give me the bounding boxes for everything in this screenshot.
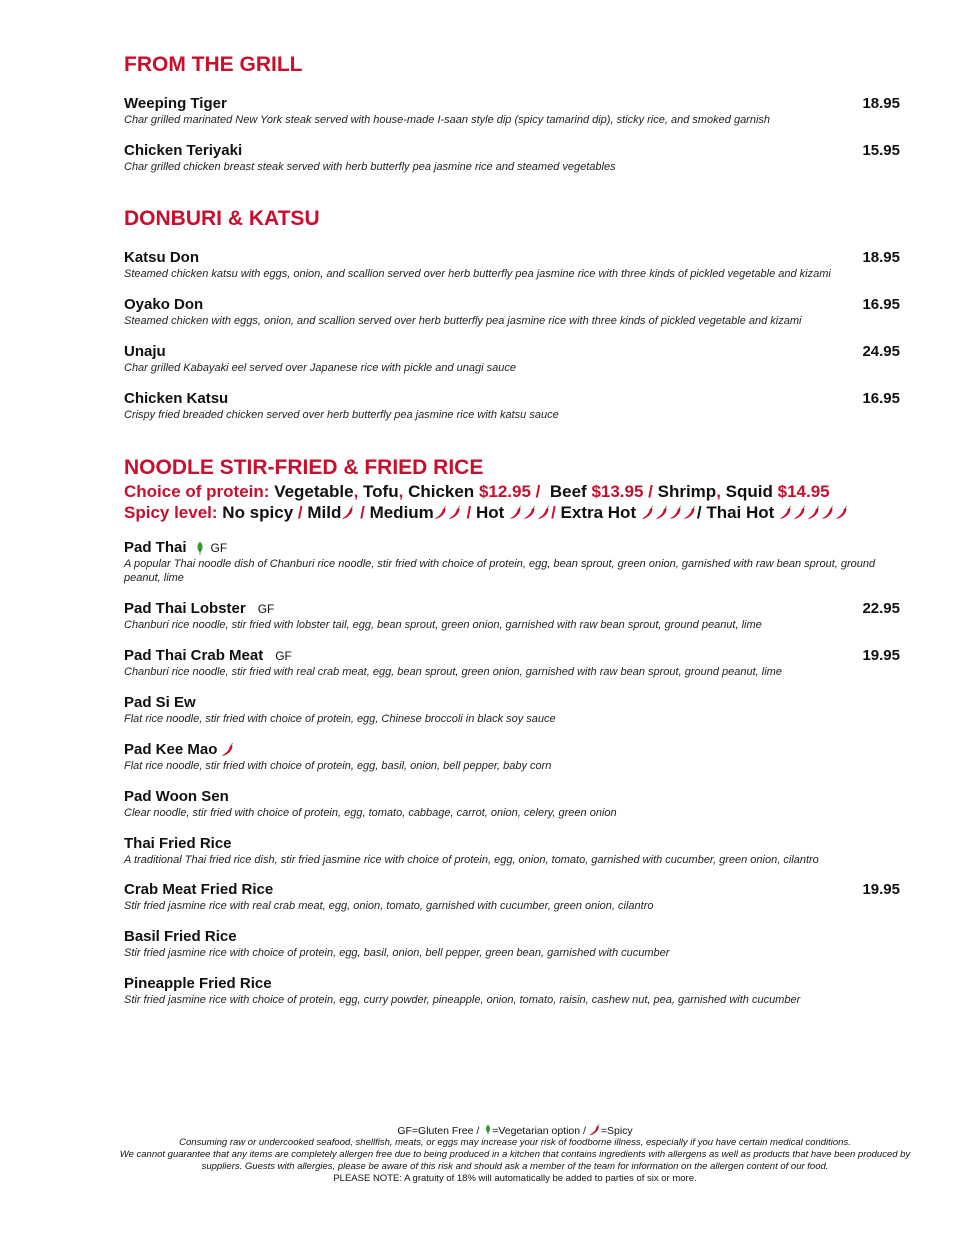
protein-seafood-price: $14.95 [777, 482, 830, 501]
item-name: Thai Fried Rice [124, 835, 232, 852]
menu-item [124, 928, 900, 960]
menu-item [124, 142, 900, 174]
protein-beef-price: $13.95 / [591, 482, 653, 501]
menu-item [124, 835, 900, 867]
menu-item [124, 296, 900, 328]
protein-chicken-price: $12.95 / [478, 482, 541, 501]
spicy-level-line: Spicy level: No spicy / Mild / Medium / Hot / Extra Hot / Thai Hot [124, 502, 900, 523]
section-noodle [124, 456, 900, 523]
menu-item [124, 95, 900, 127]
chili-pepper-icon [523, 506, 537, 520]
item-description: A popular Thai noodle dish of Chanburi rice noodle, stir fried with choice of protein, egg, bean sprout, green onion, garnished with raw bean sprout, ground peanut, lime [124, 558, 876, 584]
chili-pepper-icon [779, 506, 793, 520]
item-description: A traditional Thai fried rice dish, stir fried jasmine rice with choice of protein, egg, onion, tomato, garnished with cucumber, green onion, cilantro [124, 854, 819, 866]
gluten-free-badge: GF [257, 602, 275, 616]
protein-squid: Squid [725, 482, 773, 501]
item-name: Crab Meat Fried Rice [124, 881, 274, 898]
item-description: Steamed chicken with eggs, onion, and scallion served over herb butterfly pea jasmine rice with three kinds of pickled vegetable and kizami [124, 315, 802, 327]
chili-pepper-icon [793, 506, 807, 520]
spicy-label: Spicy level: [124, 503, 218, 522]
item-description: Flat rice noodle, stir fried with choice of protein, egg, Chinese broccoli in black soy sauce [124, 713, 556, 725]
chili-pepper-icon [807, 506, 821, 520]
foodborne-warning: Consuming raw or undercooked seafood, shellfish, meats, or eggs may increase your risk of foodborne illness, especially if you have certain medical conditions. [179, 1137, 851, 1148]
item-price: 19.95 [862, 647, 900, 664]
protein-shrimp: Shrimp [657, 482, 717, 501]
spicy-medium: Medium [369, 503, 434, 522]
item-name: Basil Fried Rice [124, 928, 237, 945]
item-price: 18.95 [862, 95, 900, 112]
spicy-extra-hot: Extra Hot [560, 503, 637, 522]
item-description: Stir fried jasmine rice with real crab meat, egg, onion, tomato, garnished with cucumber, green onion, cilantro [124, 900, 654, 912]
protein-beef: Beef [549, 482, 587, 501]
item-description: Flat rice noodle, stir fried with choice of protein, egg, basil, onion, bell pepper, baby corn [124, 760, 552, 772]
legend-spicy: =Spicy [600, 1125, 633, 1137]
item-price: 19.95 [862, 881, 900, 898]
legend-vegetarian: =Vegetarian option / [492, 1125, 586, 1137]
item-name: Pad Thai [124, 539, 187, 556]
menu-item [124, 881, 900, 913]
item-name: Unaju [124, 343, 166, 360]
menu-item [124, 539, 900, 585]
item-name: Pad Thai Lobster [124, 600, 246, 617]
chili-pepper-icon [537, 506, 551, 520]
item-description: Stir fried jasmine rice with choice of protein, egg, curry powder, pineapple, onion, tomato, raisin, cashew nut, pea, garnished with cucumber [124, 994, 801, 1006]
section-title: FROM THE GRILL [124, 53, 303, 76]
menu-item [124, 694, 900, 726]
chili-pepper-icon [509, 506, 523, 520]
section-title: NOODLE STIR-FRIED & FRIED RICE [124, 456, 484, 479]
legend [110, 1124, 920, 1137]
menu-item [124, 788, 900, 820]
item-description: Chanburi rice noodle, stir fried with lobster tail, egg, bean sprout, green onion, garnished with raw bean sprout, ground peanut, lime [124, 619, 762, 631]
legend-gluten-free: GF=Gluten Free / [397, 1125, 480, 1137]
chili-pepper-icon [434, 506, 448, 520]
spicy-none: No spicy [222, 503, 294, 522]
chili-pepper-icon [669, 506, 683, 520]
menu-item [124, 390, 900, 422]
item-price: 22.95 [862, 600, 900, 617]
item-description: Clear noodle, stir fried with choice of protein, egg, tomato, cabbage, carrot, onion, celery, green onion [124, 807, 617, 819]
item-name: Pineapple Fried Rice [124, 975, 272, 992]
gratuity-note: PLEASE NOTE: A gratuity of 18% will automatically be added to parties of six or more. [333, 1173, 697, 1184]
section-title: DONBURI & KATSU [124, 207, 320, 230]
chili-pepper-icon [655, 506, 669, 520]
vegetarian-leaf-icon [195, 541, 205, 555]
item-name: Katsu Don [124, 249, 199, 266]
menu-item [124, 600, 900, 632]
item-name: Weeping Tiger [124, 95, 227, 112]
item-price: 15.95 [862, 142, 900, 159]
footer-notes [110, 1124, 920, 1185]
item-name: Pad Si Ew [124, 694, 196, 711]
menu-item [124, 975, 900, 1007]
item-name: Pad Thai Crab Meat [124, 647, 264, 664]
chili-pepper-icon [641, 506, 655, 520]
section-grill [124, 53, 900, 77]
menu-item [124, 249, 900, 281]
section-donburi [124, 207, 900, 231]
chili-pepper-icon [821, 506, 835, 520]
protein-choice-line: Choice of protein: Vegetable, Tofu, Chicken $12.95 / Beef $13.95 / Shrimp, Squid $14.95 [124, 482, 830, 501]
protein-vegetable: Vegetable [274, 482, 354, 501]
item-description: Steamed chicken katsu with eggs, onion, and scallion served over herb butterfly pea jasmine rice with three kinds of pickled vegetable and kizami [124, 268, 831, 280]
protein-chicken: Chicken [408, 482, 475, 501]
chili-pepper-icon [448, 506, 462, 520]
item-description: Char grilled marinated New York steak served with house-made I-saan style dip (spicy tamarind dip), sticky rice, and smoked garnish [124, 114, 771, 126]
item-description: Char grilled chicken breast steak served with herb butterfly pea jasmine rice and steamed vegetables [124, 161, 616, 173]
item-price: 16.95 [862, 390, 900, 407]
item-price: 18.95 [862, 249, 900, 266]
menu-item [124, 647, 900, 679]
chili-pepper-icon [221, 743, 235, 757]
protein-label: Choice of protein: [124, 482, 270, 501]
protein-tofu: Tofu [363, 482, 399, 501]
item-name: Pad Kee Mao [124, 741, 218, 758]
chili-pepper-icon [683, 506, 697, 520]
item-name: Chicken Katsu [124, 390, 229, 407]
gluten-free-badge: GF [210, 541, 228, 555]
spicy-mild: Mild [307, 503, 342, 522]
item-price: 16.95 [862, 296, 900, 313]
item-price: 24.95 [862, 343, 900, 360]
item-name: Oyako Don [124, 296, 204, 313]
menu-item [124, 343, 900, 375]
item-description: Char grilled Kabayaki eel served over Japanese rice with pickle and unagi sauce [124, 362, 516, 374]
menu-item [124, 741, 900, 773]
chili-pepper-icon [341, 506, 355, 520]
item-name: Chicken Teriyaki [124, 142, 243, 159]
item-description: Crispy fried breaded chicken served over herb butterfly pea jasmine rice with katsu sauce [124, 409, 559, 421]
item-name: Pad Woon Sen [124, 788, 229, 805]
chili-pepper-icon [835, 506, 849, 520]
allergen-disclaimer: We cannot guarantee that any items are completely allergen free due to being produced in a kitchen that contains ingredients with allergens as well as products that have been produced by suppliers. Guests with allergies, please be aware of this risk and should ask a member of the team for information on the allergen content of our food. [119, 1149, 911, 1172]
item-description: Chanburi rice noodle, stir fried with real crab meat, egg, bean sprout, green onion, garnished with raw bean sprout, ground peanut, lime [124, 666, 782, 678]
item-description: Stir fried jasmine rice with choice of protein, egg, basil, onion, bell pepper, green bean, garnished with cucumber [124, 947, 670, 959]
gluten-free-badge: GF [275, 649, 292, 663]
spicy-hot: Hot [476, 503, 505, 522]
chili-pepper-icon [589, 1124, 601, 1136]
spicy-thai-hot: Thai Hot [706, 503, 775, 522]
